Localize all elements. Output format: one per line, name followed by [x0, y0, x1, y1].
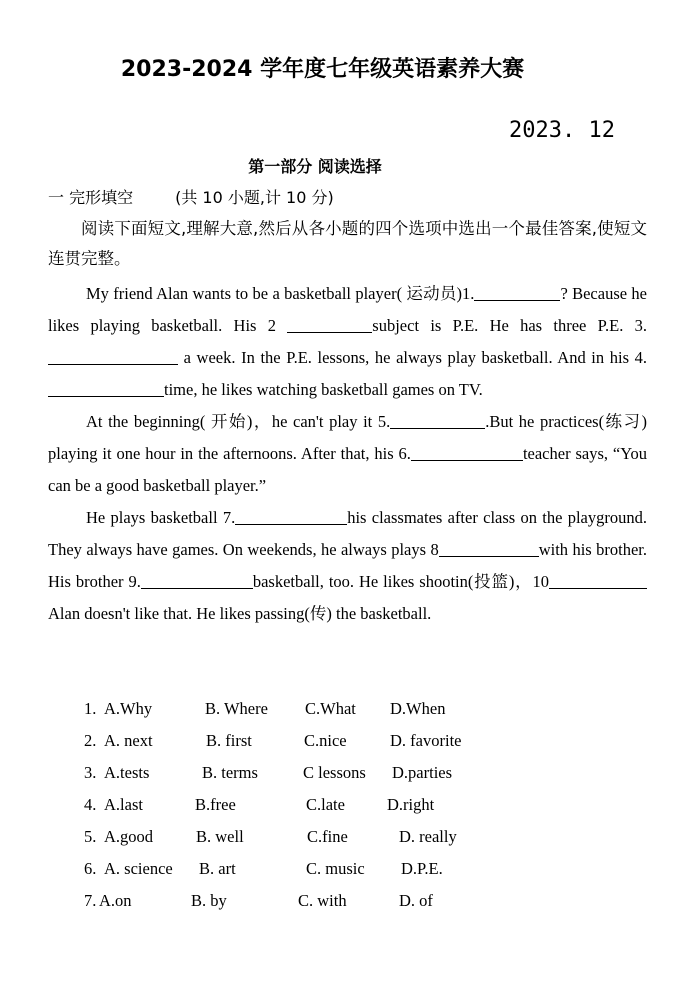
- answer-blank-10[interactable]: [549, 572, 647, 590]
- passage-text: My friend Alan wants to be a basketball player( 运动员)1.: [86, 284, 475, 303]
- option-a[interactable]: A. science: [104, 859, 173, 878]
- part-heading: 第一部分 阅读选择: [248, 157, 382, 176]
- question-row: [84, 789, 584, 821]
- answer-blank-6[interactable]: [411, 444, 523, 462]
- option-d[interactable]: D. really: [399, 827, 457, 846]
- option-b[interactable]: B.free: [195, 795, 236, 814]
- passage-text: At the beginning( 开始)，he can't play it 5.: [86, 412, 391, 431]
- passage-text: He plays basketball 7.: [86, 508, 236, 527]
- question-row: [84, 693, 584, 725]
- option-a[interactable]: A.tests: [104, 763, 150, 782]
- answer-blank-3[interactable]: [48, 348, 178, 366]
- answer-blank-5[interactable]: [390, 412, 485, 430]
- question-number: 2.: [84, 731, 97, 750]
- page-title: 2023-2024 学年度七年级英语素养大赛: [120, 57, 525, 82]
- passage-text: subject is P.E. He has three P.E. 3.: [372, 316, 647, 335]
- option-c[interactable]: C.fine: [307, 827, 348, 846]
- question-row: [84, 725, 584, 757]
- answer-blank-2[interactable]: [287, 316, 372, 334]
- question-number: 3.: [84, 763, 97, 782]
- section-note: (共 10 小题,计 10 分): [175, 188, 334, 207]
- option-d[interactable]: D.P.E.: [401, 859, 443, 878]
- answer-blank-4[interactable]: [48, 380, 164, 398]
- option-d[interactable]: D. of: [399, 891, 433, 910]
- option-a[interactable]: A.on: [99, 891, 132, 910]
- cloze-passage: [48, 278, 647, 630]
- option-c[interactable]: C lessons: [303, 763, 366, 782]
- option-c[interactable]: C.nice: [304, 731, 347, 750]
- passage-paragraph: [48, 502, 647, 630]
- answer-options: [84, 693, 584, 917]
- passage-text: time, he likes watching basketball games on TV.: [164, 380, 483, 399]
- option-a[interactable]: A. next: [104, 731, 153, 750]
- option-c[interactable]: C.late: [306, 795, 345, 814]
- passage-text: ? Because he likes playing basketball. His 2: [48, 284, 647, 335]
- option-b[interactable]: B. well: [196, 827, 244, 846]
- passage-text: a week. In the P.E. lessons, he always play basketball. And in his 4.: [178, 348, 647, 367]
- answer-blank-8[interactable]: [439, 540, 539, 558]
- question-row: [84, 821, 584, 853]
- section-header: [48, 185, 334, 208]
- passage-text: Alan doesn't like that. He likes passing(传) the basketball.: [48, 604, 432, 623]
- question-row: [84, 757, 584, 789]
- option-c[interactable]: C. with: [298, 891, 347, 910]
- section-label: 一 完形填空: [48, 188, 134, 207]
- option-d[interactable]: D.When: [390, 699, 446, 718]
- option-b[interactable]: B. art: [199, 859, 236, 878]
- option-c[interactable]: C.What: [305, 699, 356, 718]
- question-number: 7.: [84, 891, 97, 910]
- passage-text: basketball, too. He likes shootin(投篮)，10: [252, 572, 549, 591]
- option-d[interactable]: D.right: [387, 795, 435, 814]
- option-a[interactable]: A.good: [104, 827, 154, 846]
- instructions: 阅读下面短文,理解大意,然后从各小题的四个选项中选出一个最佳答案,使短文连贯完整。: [48, 219, 647, 268]
- passage-text: his classmates after class on the playground. They always have games. On weekends, he always plays 8: [48, 508, 648, 559]
- answer-blank-7[interactable]: [235, 508, 347, 526]
- question-number: 4.: [84, 795, 97, 814]
- passage-text: .But he practices(练习) playing it one hour in the afternoons. After that, his 6.: [48, 412, 647, 463]
- option-a[interactable]: A.Why: [104, 699, 153, 718]
- option-b[interactable]: B. by: [191, 891, 227, 910]
- question-row: [84, 885, 584, 917]
- question-number: 5.: [84, 827, 97, 846]
- option-d[interactable]: D. favorite: [390, 731, 462, 750]
- question-number: 1.: [84, 699, 97, 718]
- option-a[interactable]: A.last: [104, 795, 143, 814]
- passage-paragraph: [48, 406, 647, 502]
- passage-text: teacher says, “You can be a good basketball player.”: [48, 444, 647, 495]
- option-c[interactable]: C. music: [306, 859, 365, 878]
- option-d[interactable]: D.parties: [392, 763, 453, 782]
- question-row: [84, 853, 584, 885]
- question-number: 6.: [84, 859, 97, 878]
- option-b[interactable]: B. Where: [205, 699, 268, 718]
- passage-text: with his brother. His brother 9.: [48, 540, 648, 591]
- exam-date: 2023. 12: [509, 118, 615, 143]
- option-b[interactable]: B. first: [206, 731, 252, 750]
- option-b[interactable]: B. terms: [202, 763, 258, 782]
- answer-blank-9[interactable]: [141, 572, 253, 590]
- passage-paragraph: [48, 278, 647, 406]
- answer-blank-1[interactable]: [474, 284, 560, 302]
